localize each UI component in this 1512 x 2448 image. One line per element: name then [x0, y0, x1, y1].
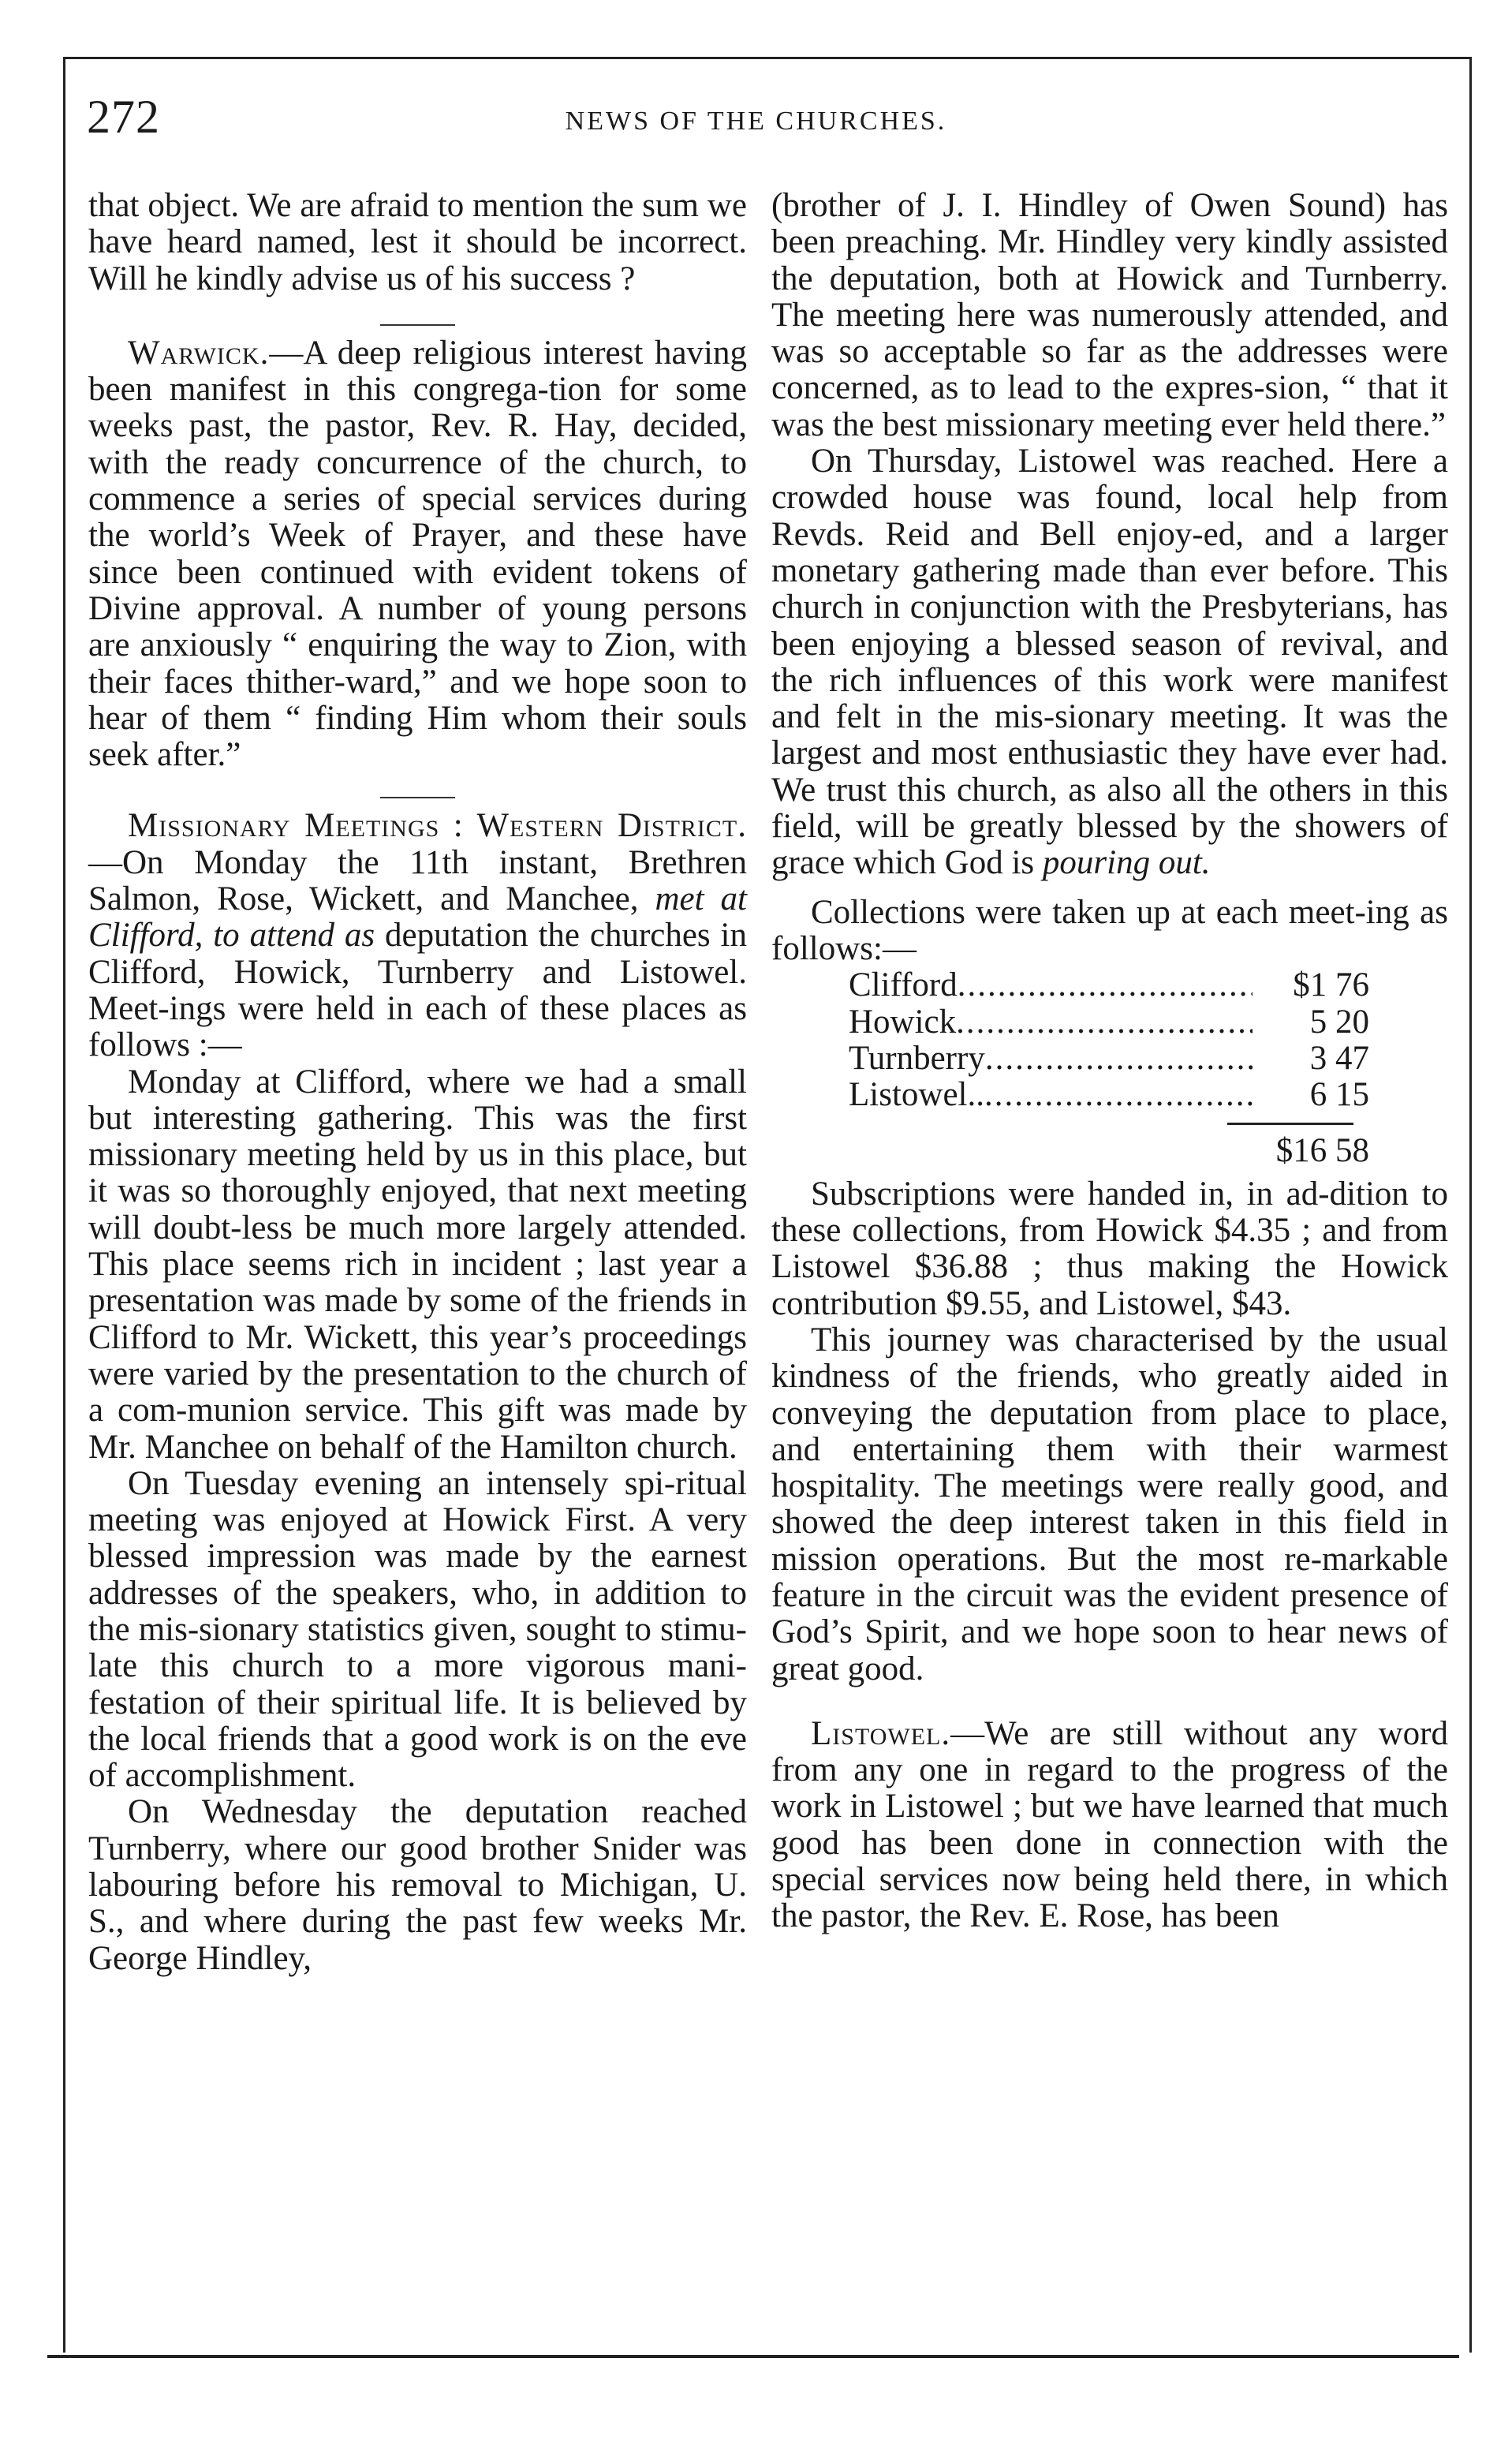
- paragraph-listowel: [771, 1716, 1448, 1935]
- paragraph-subscriptions: Subscriptions were handed in, in ad-dition to these collections, from Howick $4.35 ; and from Listowel $36.88 ; thus making the Howick contribution $9.55, and Listowel, $43.: [771, 1175, 1448, 1322]
- warwick-text: —A deep religious interest having been manifest in this congrega-tion for some weeks past, the pastor, Rev. R. Hay, decided, with the ready concurrence of the church, to commence a series of special services during the world’s Week of Prayer, and these have since been continued with evident tokens of Divine approval. A number of young persons are anxiously “ enquiring the way to Zion, with their faces thither-ward,” and we hope soon to hear of them “ finding Him whom their souls seek after.”: [88, 334, 747, 774]
- collections-row: [849, 1041, 1369, 1077]
- collections-row: [849, 1004, 1369, 1041]
- collection-place: Listowel..: [849, 1076, 984, 1114]
- section-heading-listowel: Listowel.: [811, 1714, 951, 1752]
- collection-place: Howick: [849, 1003, 957, 1041]
- collection-amount: 5 20: [1309, 1003, 1369, 1041]
- missionary-text-b: deputation the churches in Clifford, Howick, Turnberry and Listowel. Meet-ings were held in each of these places as follows :—: [88, 917, 747, 1064]
- paragraph-warwick: [88, 335, 747, 774]
- missionary-text-a: —On Monday the 11th instant, Brethren Salmon, Rose, Wickett, and Manchee,: [88, 843, 747, 918]
- collection-place: Turnberry: [849, 1039, 985, 1077]
- leader-dots: [984, 1077, 1253, 1113]
- collection-amount: $1 76: [1293, 966, 1369, 1004]
- section-heading-missionary-meetings: Missionary Meetings : Western District.: [128, 807, 747, 845]
- left-column: [88, 188, 747, 1977]
- paragraph-collections: Collections were taken up at each meet-ing as follows:—: [771, 893, 1448, 967]
- top-rule: [63, 57, 1472, 59]
- listowel-text: —We are still without any word from any one in regard to the progress of the work in Listowel ; but we have learned that much good has been done in connection with the special services now being held there, in which the pastor, the Rev. E. Rose, has been: [771, 1714, 1448, 1935]
- paragraph-thursday: [771, 443, 1448, 882]
- collections-row: [849, 1077, 1369, 1113]
- paragraph-wednesday: On Wednesday the deputation reached Turnberry, where our good brother Snider was labouring before his removal to Michigan, U. S., and where during the past few weeks Mr. George Hindley,: [88, 1793, 747, 1977]
- paragraph-missionary-meetings: [88, 808, 747, 1063]
- bottom-rule: [47, 2355, 1459, 2358]
- thursday-text-italic: pouring out.: [1042, 844, 1211, 882]
- leader-dots: [956, 1004, 1253, 1041]
- running-title: NEWS OF THE CHURCHES.: [565, 107, 947, 136]
- collection-amount: 3 47: [1309, 1039, 1369, 1077]
- collections-total: $16 58: [1275, 1132, 1369, 1170]
- page-number: 272: [87, 91, 160, 143]
- right-column: [771, 188, 1448, 1935]
- collections-row: [849, 967, 1369, 1003]
- leader-dots: [958, 967, 1253, 1003]
- missionary-text-italic: met at Clifford, to attend as: [88, 880, 747, 955]
- paragraph-continued: (brother of J. I. Hindley of Owen Sound) has been preaching. Mr. Hindley very kindly assisted the deputation, both at Howick and Turnberry. The meeting here was numerously attended, and was so acceptable so far as the addresses were concerned, as to lead to the expres-sion, “ that it was the best missionary meeting ever held there.”: [771, 187, 1448, 443]
- total-rule: [1227, 1123, 1353, 1125]
- paragraph-monday: Monday at Clifford, where we had a small but interesting gathering. This was the first missionary meeting held by us in this place, but it was so thoroughly enjoyed, that next meeting will doubt-less be much more largely attended. This place seems rich in incident ; last year a presentation was made by some of the friends in Clifford to Mr. Wickett, this year’s proceedings were varied by the presentation to the church of a com-munion service. This gift was made by Mr. Manchee on behalf of the Hamilton church.: [88, 1063, 747, 1466]
- collection-amount: 6 15: [1309, 1076, 1369, 1114]
- paragraph-journey: This journey was characterised by the usual kindness of the friends, who greatly aided in conveying the deputation from place to place, and entertaining them with their warmest hospitality. The meetings were really good, and showed the deep interest taken in this field in mission operations. But the most re-markable feature in the circuit was the evident presence of God’s Spirit, and we hope soon to hear news of great good.: [771, 1321, 1448, 1687]
- paragraph-intro: that object. We are afraid to mention the sum we have heard named, lest it should be incorrect. Will he kindly advise us of his success ?: [88, 187, 747, 297]
- leader-dots: [985, 1041, 1253, 1077]
- collections-table: [849, 967, 1369, 1113]
- paragraph-tuesday: On Tuesday evening an intensely spi-ritual meeting was enjoyed at Howick First. A very blessed impression was made by the earnest addresses of the speakers, who, in addition to the mis-sionary statistics given, sought to stimu-late this church to a more vigorous mani-festation of their spiritual life. It is believed by the local friends that a good work is on the eve of accomplishment.: [88, 1464, 747, 1795]
- thursday-text: On Thursday, Listowel was reached. Here a crowded house was found, local help from Revds. Reid and Bell enjoy-ed, and a larger monetary gathering made than ever before. This church in conjunction with the Presbyterians, has been enjoying a blessed season of revival, and the rich influences of this work were manifest and felt in the mis-sionary meeting. It was the largest and most enthusiastic they have ever had. We trust this church, as also all the others in this field, will be greatly blessed by the showers of grace which God is: [771, 443, 1448, 882]
- section-heading-warwick: Warwick.: [128, 334, 270, 372]
- collection-place: Clifford: [849, 966, 958, 1004]
